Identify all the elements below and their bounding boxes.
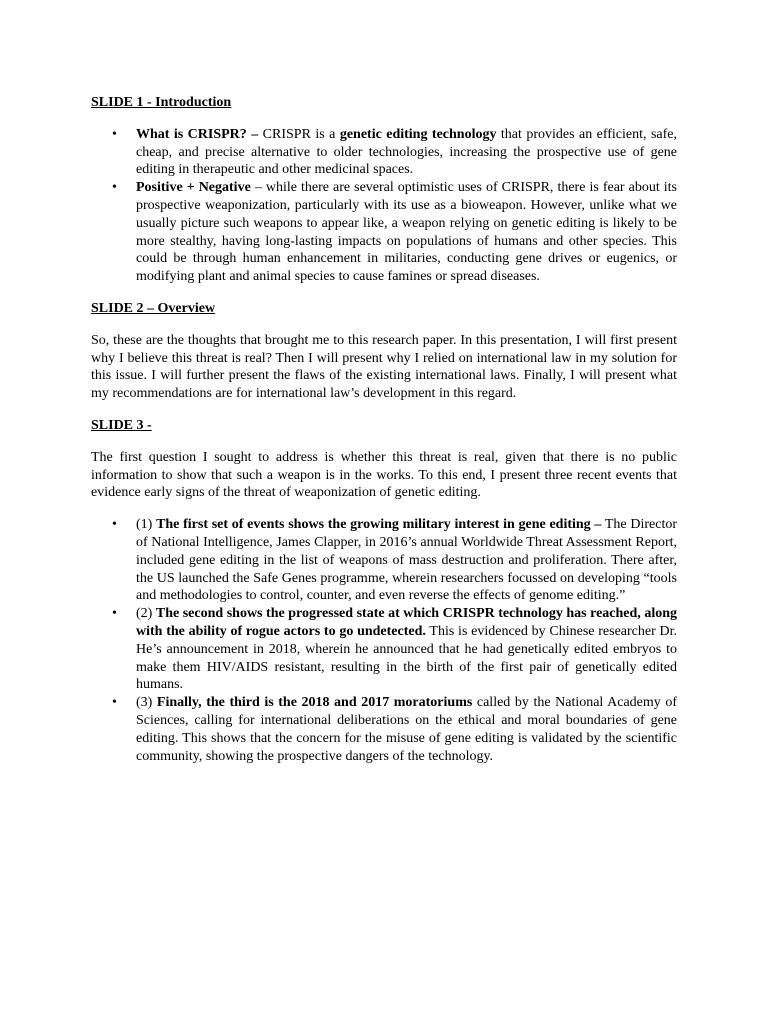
text-run: CRISPR is a: [258, 126, 340, 142]
text-run: (2): [136, 606, 156, 622]
bold-text-run: The second shows the progressed state at which CRISPR technology has reached, along with the ability of rogue actors to go undetected.: [136, 606, 677, 639]
slide3-bullet-list: [91, 516, 677, 765]
bullet-icon: •: [112, 606, 117, 622]
bold-text-run: Positive + Negative: [136, 180, 251, 196]
bullet-icon: •: [112, 695, 117, 711]
list-item: [91, 694, 677, 765]
document-body: [91, 94, 677, 765]
text-run: This is evidenced by Chinese researcher Dr. He’s announcement in 2018, wherein he announced that he had genetically edited embryos to make them HIV/AIDS resistant, resulting in the birth of the first pair of genetically edited humans.: [136, 623, 678, 693]
text-run: – while there are several optimistic uses of CRISPR, there is fear about its prospective weaponization, particularly with its use as a bioweapon. However, unlike what we usually picture such weapons to appear like, a weapon relying on genetic editing is likely to be more stealthy, having long-lasting impacts on populations of humans and other species. This could be through human enhancement in militaries, conducting gene drives or eugenics, or modifying plant and animal species to cause famines or spread diseases.: [136, 180, 677, 285]
bullet-icon: •: [112, 180, 117, 196]
list-item: [91, 126, 677, 179]
text-run: (3): [136, 695, 157, 711]
bullet-icon: •: [112, 517, 117, 533]
list-item: [91, 605, 677, 694]
bold-text-run: What is CRISPR? –: [136, 126, 259, 142]
text-run: (1): [136, 517, 157, 533]
bold-text-run: The first set of events shows the growing military interest in gene editing –: [156, 517, 602, 533]
slide2-paragraph: So, these are the thoughts that brought me to this research paper. In this presentation, I will first present why I believe this threat is real? Then I will present why I relied on international law in my solution for this issue. I will further present the flaws of the existing international laws. Finally, I will present what my recommendations are for international law’s development in this regard.: [91, 332, 677, 402]
slide1-bullet-list: [91, 126, 677, 286]
list-item: [91, 516, 677, 605]
slide2-heading: SLIDE 2 – Overview: [91, 300, 216, 316]
bold-text-run: genetic editing technology: [339, 126, 497, 142]
bold-text-run: Finally, the third is the 2018 and 2017 moratoriums: [156, 695, 473, 711]
list-item: [91, 179, 677, 286]
text-run: that provides an efficient, safe, cheap, and precise alternative to older technologies, increasing the prospective use of gene editing in therapeutic and other medicinal spaces.: [136, 126, 677, 178]
text-run: called by the National Academy of Sciences, calling for international deliberations on the ethical and moral boundaries of gene editing. This shows that the concern for the misuse of gene editing is validated by the scientific community, showing the prospective dangers of the technology.: [136, 695, 677, 764]
slide3-heading: SLIDE 3 -: [91, 417, 152, 433]
bullet-icon: •: [112, 126, 117, 142]
slide1-heading: SLIDE 1 - Introduction: [91, 95, 232, 110]
slide3-paragraph: The first question I sought to address is whether this threat is real, given that there is no public information to show that such a weapon is in the works. To this end, I present three recent events that evidence early signs of the threat of weaponization of genetic editing.: [91, 449, 677, 501]
text-run: The Director of National Intelligence, James Clapper, in 2016’s annual Worldwide Threat Assessment Report, included gene editing in the list of weapons of mass destruction and proliferation. There after, the US launched the Safe Genes programme, wherein researchers focussed on developing “tools and methodologies to control, counter, and even reverse the effects of genome editing.”: [136, 517, 678, 604]
